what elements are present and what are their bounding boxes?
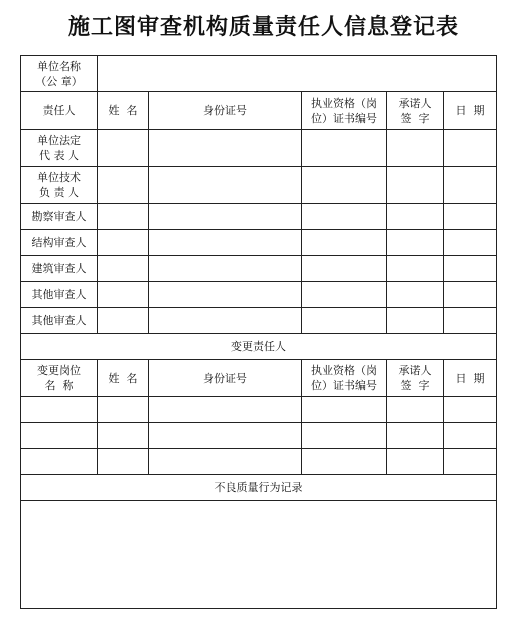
signature-field[interactable]: [387, 167, 444, 204]
date-field[interactable]: [444, 130, 497, 167]
header-qualification-line1: 执业资格（岗: [311, 96, 377, 110]
change-name-field[interactable]: [98, 397, 149, 423]
unit-name-row: [21, 56, 497, 92]
responsible-role-tech-lead: [21, 167, 98, 204]
date-field[interactable]: [444, 167, 497, 204]
unit-name-label-line1: 单位名称: [37, 59, 81, 73]
responsible-header-row: [21, 92, 497, 130]
bad-record-title-row: [21, 475, 497, 501]
date-field[interactable]: [444, 204, 497, 230]
id-number-field[interactable]: [149, 256, 302, 282]
header-qualification-line2: 位）证书编号: [311, 111, 377, 125]
change-header-qualification-line2: 位）证书编号: [311, 379, 377, 392]
id-number-field[interactable]: [149, 308, 302, 334]
change-header-role-line2: 名 称: [44, 379, 74, 392]
change-role-field[interactable]: [21, 397, 98, 423]
responsible-row: [21, 308, 497, 334]
header-commitment: [387, 92, 444, 130]
date-field[interactable]: [444, 282, 497, 308]
name-field[interactable]: [98, 167, 149, 204]
change-section-title-row: [21, 334, 497, 360]
change-row: [21, 449, 497, 475]
qualification-field[interactable]: [302, 282, 387, 308]
change-header-commitment-line2: 签 字: [400, 379, 430, 392]
id-number-field[interactable]: [149, 167, 302, 204]
change-signature-field[interactable]: [387, 423, 444, 449]
qualification-field[interactable]: [302, 230, 387, 256]
id-number-field[interactable]: [149, 282, 302, 308]
change-id-number-field[interactable]: [149, 423, 302, 449]
id-number-field[interactable]: [149, 230, 302, 256]
responsible-role-structure: 结构审查人: [21, 230, 98, 256]
signature-field[interactable]: [387, 282, 444, 308]
change-header-qualification: [302, 360, 387, 397]
header-id-number: 身份证号: [149, 92, 302, 130]
role-label-line1: 单位技术: [37, 171, 81, 184]
name-field[interactable]: [98, 256, 149, 282]
responsible-role-other-2: 其他审查人: [21, 308, 98, 334]
change-header-commitment: [387, 360, 444, 397]
responsible-row: [21, 230, 497, 256]
header-commitment-line1: 承诺人: [398, 96, 432, 110]
responsible-row: [21, 282, 497, 308]
responsible-row: [21, 204, 497, 230]
change-id-number-field[interactable]: [149, 397, 302, 423]
page-title: 施工图审查机构质量责任人信息登记表: [67, 15, 459, 40]
change-signature-field[interactable]: [387, 449, 444, 475]
name-field[interactable]: [98, 204, 149, 230]
change-signature-field[interactable]: [387, 397, 444, 423]
unit-name-label-line2: （公 章）: [35, 74, 83, 88]
change-header-row: [21, 360, 497, 397]
unit-name-label: [21, 56, 98, 92]
responsible-role-architecture: 建筑审查人: [21, 256, 98, 282]
role-label-line1: 单位法定: [37, 134, 81, 147]
qualification-field[interactable]: [302, 256, 387, 282]
change-row: [21, 397, 497, 423]
signature-field[interactable]: [387, 256, 444, 282]
name-field[interactable]: [98, 282, 149, 308]
header-name: 姓 名: [98, 92, 149, 130]
role-label-line2: 负 责 人: [39, 186, 79, 199]
signature-field[interactable]: [387, 204, 444, 230]
bad-record-content-row: [21, 501, 497, 609]
change-date-field[interactable]: [444, 397, 497, 423]
change-header-id-number: 身份证号: [149, 360, 302, 397]
responsible-role-legal-rep: [21, 130, 98, 167]
name-field[interactable]: [98, 230, 149, 256]
qualification-field[interactable]: [302, 130, 387, 167]
change-role-field[interactable]: [21, 423, 98, 449]
id-number-field[interactable]: [149, 130, 302, 167]
unit-name-field[interactable]: [98, 56, 497, 92]
role-label-line2: 代 表 人: [39, 149, 79, 162]
change-role-field[interactable]: [21, 449, 98, 475]
header-date: 日 期: [444, 92, 497, 130]
responsible-row: [21, 256, 497, 282]
change-header-qualification-line1: 执业资格（岗: [311, 364, 377, 377]
change-date-field[interactable]: [444, 423, 497, 449]
change-header-role: [21, 360, 98, 397]
change-qualification-field[interactable]: [302, 449, 387, 475]
date-field[interactable]: [444, 230, 497, 256]
date-field[interactable]: [444, 256, 497, 282]
change-name-field[interactable]: [98, 423, 149, 449]
change-header-role-line1: 变更岗位: [37, 364, 81, 377]
change-name-field[interactable]: [98, 449, 149, 475]
signature-field[interactable]: [387, 308, 444, 334]
responsible-row: [21, 167, 497, 204]
change-qualification-field[interactable]: [302, 423, 387, 449]
header-commitment-line2: 签 字: [400, 111, 430, 125]
id-number-field[interactable]: [149, 204, 302, 230]
date-field[interactable]: [444, 308, 497, 334]
signature-field[interactable]: [387, 130, 444, 167]
responsible-row: [21, 130, 497, 167]
bad-record-title: 不良质量行为记录: [21, 475, 497, 501]
qualification-field[interactable]: [302, 308, 387, 334]
change-date-field[interactable]: [444, 449, 497, 475]
change-row: [21, 423, 497, 449]
qualification-field[interactable]: [302, 204, 387, 230]
bad-record-content[interactable]: [21, 501, 497, 609]
change-id-number-field[interactable]: [149, 449, 302, 475]
change-qualification-field[interactable]: [302, 397, 387, 423]
qualification-field[interactable]: [302, 167, 387, 204]
header-role: 责任人: [21, 92, 98, 130]
signature-field[interactable]: [387, 230, 444, 256]
responsible-role-other-1: 其他审查人: [21, 282, 98, 308]
change-header-name: 姓 名: [98, 360, 149, 397]
header-qualification: [302, 92, 387, 130]
change-header-date: 日 期: [444, 360, 497, 397]
responsible-role-survey: 勘察审查人: [21, 204, 98, 230]
name-field[interactable]: [98, 130, 149, 167]
change-header-commitment-line1: 承诺人: [398, 364, 432, 377]
name-field[interactable]: [98, 308, 149, 334]
change-section-title: 变更责任人: [21, 334, 497, 360]
registration-table: [20, 55, 497, 609]
